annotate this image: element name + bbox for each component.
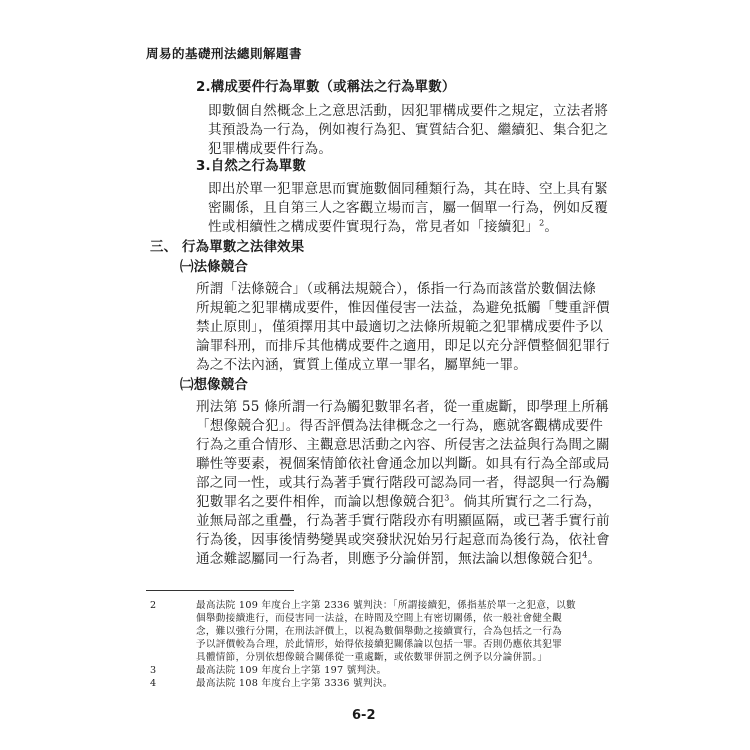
paragraph-text: 。倘其所實行之二行為， [449, 494, 602, 510]
footnote-line: 予以評價較為合理，於此情形，始得依接續犯關係論以包括一罪。否則仍應依其犯罪 [196, 639, 563, 650]
item3-heading: 3.自然之行為單數 [196, 159, 306, 174]
paragraph-line: 所謂「法條競合」（或稱法規競合），係指一行為而該當於數個法條 [196, 281, 597, 297]
footnote-line: 最高法院 109 年度台上字第 2336 號判決：「所謂接續犯，係指基於單一之犯意，以數 [196, 600, 576, 611]
footnote-line: 個舉動接續進行，而侵害同一法益，在時間及空間上有密切關係，依一般社會健全觀 [196, 613, 563, 624]
paragraph-line: 其預設為一行為，例如複行為犯、實質結合犯、繼續犯、集合犯之 [208, 122, 609, 138]
paragraph-line: 刑法第 55 條所謂一行為觸犯數罪名者，從一重處斷，即學理上所稱 [196, 399, 609, 415]
paragraph-line: 犯罪構成要件行為。 [208, 141, 333, 157]
paragraph-line: 即出於單一犯罪意思而實施數個同種類行為，其在時、空上具有緊 [208, 181, 609, 197]
footnote-line: 具體情節，分別依想像競合關係從一重處斷，或依數罪併罰之例予以分論併罰。」 [196, 652, 548, 663]
paragraph-line: 所規範之犯罪構成要件，惟因僅侵害一法益，為避免抵觸「雙重評價 [196, 300, 610, 316]
section-heading: 三、 行為單數之法律效果 [150, 240, 305, 255]
sub2-heading: ㈡想像競合 [180, 378, 248, 393]
paragraph-line: 並無局部之重疊，行為著手實行階段亦有明顯區隔，或已著手實行前 [196, 513, 610, 529]
running-head: 周易的基礎刑法總則解題書 [146, 46, 303, 61]
paragraph-line [196, 494, 601, 510]
footnote-number: 2 [150, 600, 157, 611]
footnote-ref: 3 [444, 493, 450, 503]
paragraph-line: 禁止原則」，僅須擇用其中最適切之法條所規範之犯罪構成要件予以 [196, 319, 604, 335]
footnote-ref: 4 [582, 550, 588, 560]
footnote-number: 3 [150, 665, 157, 676]
paragraph-line: 「想像競合犯」。得否評價為法律概念之一行為，應就客觀構成要件 [196, 418, 604, 434]
paragraph-text: 。 [544, 219, 559, 235]
paragraph-text: 通念難認屬同一行為者，則應予分論併罰，無法論以想像競合犯 [196, 551, 583, 567]
paragraph-line [208, 219, 558, 235]
paragraph-line: 聯性等要素，視個案情節依社會通念加以判斷。如具有行為全部或局 [196, 456, 610, 472]
paragraph-line: 論罪科刑，而排斥其他構成要件之適用，即足以充分評價整個犯罪行 [196, 338, 610, 354]
paragraph-line: 部之同一性，或其行為著手實行階段可認為同一者，得認與一行為觸 [196, 475, 610, 491]
sub1-heading: ㈠法條競合 [180, 260, 248, 275]
footnote-rule [146, 590, 294, 591]
paragraph-line [196, 551, 601, 567]
page-number: 6-2 [352, 708, 376, 723]
paragraph-text: 犯數罪名之要件相侔，而論以想像競合犯 [196, 494, 445, 510]
paragraph-line: 為之不法內涵，實質上僅成立單一罪名，屬單純一罪。 [196, 357, 528, 373]
paragraph-line: 行為後，因事後情勢變異或突發狀況始另行起意而為後行為，依社會 [196, 532, 610, 548]
footnote-line: 念，難以強行分開，在刑法評價上，以視為數個舉動之接續實行，合為包括之一行為 [196, 626, 563, 637]
paragraph-text: 。 [587, 551, 602, 567]
paragraph-line: 密關係，且自第三人之客觀立場而言，屬一個單一行為，例如反覆 [208, 200, 609, 216]
footnote-ref: 2 [539, 218, 545, 228]
paragraph-line: 行為之重合情形、主觀意思活動之內容、所侵害之法益與行為間之關 [196, 437, 610, 453]
footnote-line: 最高法院 109 年度台上字第 197 號判決。 [196, 665, 387, 676]
footnote-line: 最高法院 108 年度台上字第 3336 號判決。 [196, 678, 393, 689]
paragraph-text: 性或相續性之構成要件實現行為，常見者如「接續犯」 [208, 219, 540, 235]
paragraph-line: 即數個自然概念上之意思活動，因犯罪構成要件之規定，立法者將 [208, 103, 609, 119]
footnote-number: 4 [150, 678, 157, 689]
item2-heading: 2.構成要件行為單數（或稱法之行為單數） [196, 80, 456, 95]
